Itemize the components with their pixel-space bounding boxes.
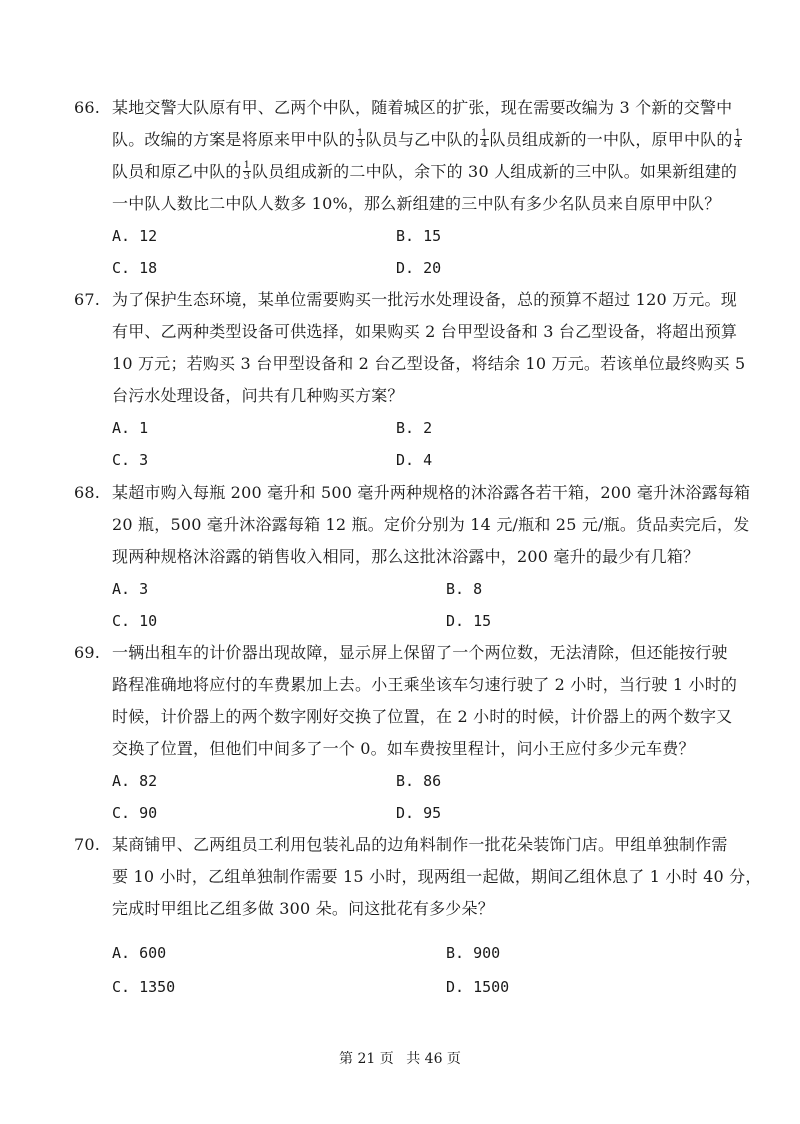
question-66: [74, 92, 742, 284]
question-number: 67.: [74, 290, 101, 309]
page-footer: [0, 1048, 800, 1068]
options-66: [74, 220, 734, 284]
option-a[interactable]: A. 1: [112, 419, 149, 437]
options-67: [74, 412, 734, 476]
option-c[interactable]: C. 1350: [112, 978, 176, 996]
option-a[interactable]: A. 600: [112, 944, 167, 962]
option-d[interactable]: D. 4: [396, 451, 433, 469]
question-69-line-1: 69. 一辆出租车的计价器出现故障，显示屏上保留了一个两位数，无法清除，但还能按行驶: [74, 637, 734, 669]
option-b[interactable]: B. 8: [446, 580, 483, 598]
option-c[interactable]: C. 10: [112, 612, 158, 630]
option-b[interactable]: B. 2: [396, 419, 433, 437]
question-67: [74, 284, 746, 476]
question-69: [74, 637, 738, 829]
question-68-line-3: 现两种规格沐浴露的销售收入相同，那么这批沐浴露中，200 毫升的最少有几箱？: [112, 547, 700, 566]
options-69: [74, 765, 734, 829]
options-68: [74, 573, 734, 637]
question-67-line-3: 10 万元；若购买 3 台甲型设备和 2 台乙型设备，将结余 10 万元。若该单位最终购买 5: [112, 354, 746, 373]
option-c[interactable]: C. 18: [112, 259, 158, 277]
question-number: 68.: [74, 483, 101, 502]
page-number: 第 21 页: [339, 1051, 394, 1067]
question-66-line-1: 66. 某地交警大队原有甲、乙两个中队，随着城区的扩张，现在需要改编为 3 个新的交警中: [74, 92, 734, 124]
option-a[interactable]: A. 82: [112, 772, 158, 790]
question-70: [74, 829, 762, 996]
option-d[interactable]: D. 95: [396, 804, 442, 822]
question-66-line-2: 队。改编的方案是将原来甲中队的 $\frac{1}{3}$ 队员与乙中队的 $\frac{1}{4}$ 队员组成新的一中队，原甲中队的 $\frac{1}{4}$: [112, 128, 742, 150]
options-70: [74, 925, 734, 996]
question-68: [74, 477, 751, 637]
option-b[interactable]: B. 15: [396, 227, 442, 245]
fraction-one-quarter: $\frac{1}{4}$: [734, 128, 742, 150]
option-c[interactable]: C. 90: [112, 804, 158, 822]
question-67-line-4: 台污水处理设备，问共有几种购买方案？: [112, 386, 404, 405]
page-total: 共 46 页: [406, 1051, 461, 1067]
question-number: 70.: [74, 835, 101, 854]
option-d[interactable]: D. 15: [446, 612, 492, 630]
question-70-line-3: 完成时甲组比乙组多做 300 朵。问这批花有多少朵？: [112, 899, 494, 918]
question-70-line-1: 70. 某商铺甲、乙两组员工利用包装礼品的边角料制作一批花朵装饰门店。甲组单独制作需: [74, 829, 734, 861]
question-69-line-4: 交换了位置，但他们中间多了一个 0。如车费按里程计，问小王应付多少元车费？: [112, 739, 695, 758]
option-a[interactable]: A. 3: [112, 580, 149, 598]
fraction-one-third: $\frac{1}{3}$: [357, 128, 364, 150]
option-d[interactable]: D. 20: [396, 259, 442, 277]
question-67-line-2: 有甲、乙两种类型设备可供选择，如果购买 2 台甲型设备和 3 台乙型设备，将超出预算: [112, 322, 738, 341]
question-70-line-2: 要 10 小时，乙组单独制作需要 15 小时，现两组一起做，期间乙组休息了 1 小时 40 分，: [112, 867, 762, 886]
question-number: 69.: [74, 643, 101, 662]
question-69-line-3: 时候，计价器上的两个数字刚好交换了位置，在 2 小时的时候，计价器上的两个数字又: [112, 707, 733, 726]
option-c[interactable]: C. 3: [112, 451, 149, 469]
question-68-line-2: 20 瓶，500 毫升沐浴露每箱 12 瓶。定价分别为 14 元/瓶和 25 元/瓶。货品卖完后，发: [112, 515, 750, 534]
option-b[interactable]: B. 900: [446, 944, 501, 962]
question-66-line-3: 队员和原乙中队的 $\frac{1}{3}$ 队员组成新的二中队，余下的 30 人组成新的三中队。如果新组建的: [112, 160, 738, 182]
option-a[interactable]: A. 12: [112, 227, 158, 245]
question-66-line-4: 一中队人数比二中队人数多 10%，那么新组建的三中队有多少名队员来自原甲中队？: [112, 194, 721, 213]
option-d[interactable]: D. 1500: [446, 978, 510, 996]
question-68-line-1: 68. 某超市购入每瓶 200 毫升和 500 毫升两种规格的沐浴露各若干箱，200 毫升沐浴露每箱: [74, 477, 734, 509]
question-number: 66.: [74, 98, 101, 117]
question-69-line-2: 路程准确地将应付的车费累加上去。小王乘坐该车匀速行驶了 2 小时，当行驶 1 小时的: [112, 675, 738, 694]
fraction-one-third: $\frac{1}{3}$: [243, 160, 251, 182]
fraction-one-quarter: $\frac{1}{4}$: [480, 128, 488, 150]
option-b[interactable]: B. 86: [396, 772, 442, 790]
question-67-line-1: 67. 为了保护生态环境，某单位需要购买一批污水处理设备，总的预算不超过 120 万元。现: [74, 284, 734, 316]
